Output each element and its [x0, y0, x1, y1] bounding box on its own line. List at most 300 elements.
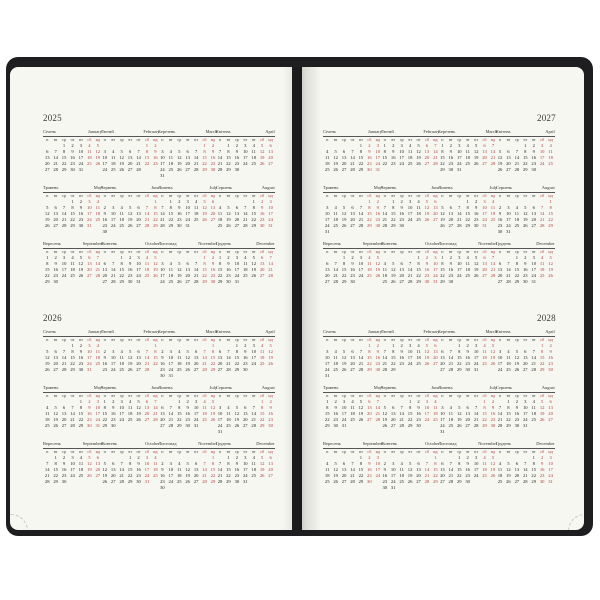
day-cell: 14: [61, 211, 67, 216]
day-cell: 28: [119, 479, 124, 484]
day-cell: 9: [211, 261, 215, 266]
day-cell: 22: [440, 161, 445, 166]
day-cell: 10: [70, 461, 75, 466]
day-cell: 28: [70, 423, 75, 428]
day-cell: 9: [400, 205, 403, 210]
weekday-label: вт: [53, 137, 58, 142]
day-cell: 14: [350, 467, 355, 472]
day-cell: 3: [62, 255, 66, 260]
day-cell: 4: [326, 149, 329, 154]
day-cell: 14: [136, 155, 141, 160]
day-cell: 13: [424, 149, 430, 154]
weekday-label: п: [326, 393, 329, 398]
day-cell: 15: [226, 467, 231, 472]
day-cell: 14: [153, 405, 158, 410]
day-cell: 12: [127, 211, 133, 216]
day-cell: 17: [136, 267, 141, 272]
weekday-label: ср: [342, 193, 347, 198]
day-cell: 24: [87, 361, 92, 366]
day-cell: 3: [541, 143, 544, 148]
day-cell: 21: [490, 267, 496, 272]
day-cell: 17: [456, 155, 462, 160]
day-cell: 10: [251, 349, 257, 354]
weekday-label: п: [441, 137, 444, 142]
day-cell: 23: [61, 473, 67, 478]
day-cell: 1: [79, 399, 83, 404]
weekday-label: нд: [490, 137, 496, 142]
day-cell: 21: [202, 361, 207, 366]
day-cell: 26: [87, 473, 92, 478]
day-cell: 7: [498, 405, 502, 410]
weekday-label: вт: [168, 249, 173, 254]
weekday-label: пт: [251, 337, 256, 342]
day-cell: 9: [376, 349, 379, 354]
day-cell: 14: [473, 411, 479, 416]
day-cell: 23: [531, 161, 537, 166]
day-cell: 7: [112, 261, 115, 266]
day-cell: 16: [548, 355, 553, 360]
day-cell: 2: [368, 455, 371, 460]
day-cell: 15: [382, 155, 388, 160]
day-cell: 6: [483, 143, 486, 148]
day-cell: 30: [497, 229, 503, 234]
day-cell: 4: [368, 255, 371, 260]
day-cell: 30: [382, 485, 388, 490]
month-block: [216, 329, 275, 377]
weekday-label: сб: [87, 193, 92, 198]
weekday-label: сб: [87, 249, 92, 254]
weekday-label: нд: [375, 393, 380, 398]
day-cell: 22: [53, 473, 58, 478]
day-cell: 4: [515, 205, 519, 210]
day-cell: 6: [434, 343, 437, 348]
day-cell: 18: [367, 267, 372, 272]
day-cell: 23: [102, 223, 108, 228]
weekday-label: ср: [399, 337, 404, 342]
weekday-label: нд: [153, 449, 158, 454]
day-cell: 7: [194, 261, 198, 266]
day-cell: 6: [532, 205, 535, 210]
weekday-label: п: [218, 137, 222, 142]
day-cell: 20: [102, 273, 108, 278]
weekday-label: ср: [399, 449, 404, 454]
day-cell: 2: [71, 143, 74, 148]
month-name-local: Лютий: [380, 329, 394, 334]
weekday-label: сб: [540, 137, 545, 142]
day-cell: 11: [433, 405, 438, 410]
weekday-label: п: [383, 249, 386, 254]
weekday-label: сб: [540, 193, 545, 198]
day-cell: 27: [144, 417, 150, 422]
day-cell: 8: [483, 405, 486, 410]
weekday-label: ср: [342, 249, 347, 254]
day-cell: 27: [53, 223, 58, 228]
weekday-label: п: [498, 449, 502, 454]
day-cell: 20: [234, 217, 240, 222]
day-cell: 26: [539, 417, 545, 422]
weekday-label: чт: [185, 249, 190, 254]
day-cell: 29: [78, 423, 84, 428]
day-cell: 17: [234, 267, 240, 272]
day-cell: 28: [506, 279, 511, 284]
weekday-label: п: [218, 393, 222, 398]
day-cell: 8: [359, 461, 363, 466]
day-cell: 14: [382, 211, 388, 216]
day-cell: 5: [458, 405, 461, 410]
day-cell: 12: [44, 355, 50, 360]
day-cell: 11: [324, 155, 330, 160]
day-cell: 27: [390, 423, 396, 428]
day-cell: 30: [333, 423, 338, 428]
day-cell: 30: [473, 223, 479, 228]
month-block: [438, 441, 497, 489]
day-cell: 13: [522, 355, 528, 360]
day-cell: 23: [333, 417, 338, 422]
day-cell: 27: [102, 279, 108, 284]
day-cell: 25: [95, 217, 101, 222]
day-cell: 11: [177, 467, 182, 472]
month-header: [216, 241, 275, 248]
weekday-label: п: [441, 193, 444, 198]
day-cell: 18: [497, 473, 503, 478]
day-cell: 6: [515, 461, 519, 466]
day-cell: 11: [111, 155, 116, 160]
day-cell: 7: [449, 461, 452, 466]
day-cell: 31: [144, 479, 150, 484]
month-header: [496, 329, 555, 336]
month-block: [101, 329, 160, 377]
day-cell: 21: [95, 267, 101, 272]
weekday-label: п: [46, 337, 49, 342]
month-name-local: Травень: [43, 385, 59, 390]
day-cell: 12: [539, 405, 545, 410]
day-cell: 21: [448, 473, 454, 478]
month-header: [381, 329, 440, 336]
day-cell: 24: [358, 273, 364, 278]
day-cell: 19: [490, 355, 496, 360]
day-cell: 27: [193, 479, 199, 484]
day-cell: 5: [507, 461, 510, 466]
month-header: [496, 185, 555, 192]
weekday-label: вт: [391, 449, 396, 454]
month-block: [323, 441, 382, 489]
month-block: [323, 385, 382, 433]
weekday-label: пт: [358, 449, 363, 454]
month-block: [43, 129, 102, 177]
day-cell: 23: [497, 223, 503, 228]
day-cell: 23: [399, 361, 404, 366]
weekday-label: чт: [408, 249, 413, 254]
day-cell: 3: [458, 255, 461, 260]
day-cell: 23: [490, 417, 496, 422]
day-cell: 14: [110, 267, 116, 272]
day-cell: 2: [351, 255, 354, 260]
day-cell: 21: [506, 273, 511, 278]
month-name: September: [82, 441, 102, 446]
day-cell: 28: [539, 223, 545, 228]
day-cell: 2: [235, 455, 239, 460]
weekday-label: нд: [490, 393, 496, 398]
weekday-label: ср: [234, 193, 239, 198]
day-cell: 22: [102, 417, 108, 422]
day-cell: 26: [341, 223, 347, 228]
day-cell: 25: [350, 417, 355, 422]
day-cell: 10: [358, 261, 364, 266]
day-cell: 1: [169, 199, 172, 204]
weekday-label: п: [218, 193, 222, 198]
day-cell: 21: [193, 161, 199, 166]
weekday-label: вт: [506, 449, 511, 454]
day-cell: 21: [424, 473, 430, 478]
weekday-label: сб: [367, 337, 372, 342]
day-cell: 13: [531, 211, 537, 216]
day-cell: 14: [119, 467, 124, 472]
weekday-label: пт: [531, 249, 536, 254]
day-cell: 6: [269, 455, 272, 460]
day-cell: 17: [87, 355, 92, 360]
weekday-label: ср: [177, 449, 182, 454]
weekday-label: сб: [87, 449, 92, 454]
day-cell: 28: [160, 223, 165, 228]
day-cell: 15: [341, 267, 347, 272]
month-block: [496, 329, 555, 377]
day-cell: 9: [474, 205, 478, 210]
day-cell: 19: [522, 217, 528, 222]
day-cell: 17: [324, 361, 330, 366]
weekday-label: вт: [391, 249, 396, 254]
day-cell: 3: [326, 349, 329, 354]
day-cell: 25: [433, 417, 438, 422]
day-cell: 15: [433, 467, 438, 472]
day-cell: 20: [193, 473, 199, 478]
day-cell: 6: [194, 461, 198, 466]
day-cell: 21: [350, 161, 355, 166]
month-header: [101, 385, 160, 392]
day-cell: 31: [341, 423, 347, 428]
weekday-label: нд: [490, 193, 496, 198]
day-cell: 15: [53, 467, 58, 472]
day-cell: 14: [70, 411, 75, 416]
day-cell: 18: [350, 411, 355, 416]
day-cell: 31: [433, 279, 438, 284]
weekday-label: чт: [350, 193, 355, 198]
month-name: August: [261, 385, 275, 390]
month-header: [496, 129, 555, 136]
day-cell: 15: [482, 411, 487, 416]
month-name-local: Квітень: [495, 329, 511, 334]
month-name: August: [541, 385, 555, 390]
day-cell: 14: [539, 211, 545, 216]
day-cell: 18: [333, 361, 338, 366]
day-cell: 11: [177, 355, 182, 360]
weekday-label: ср: [177, 193, 182, 198]
day-cell: 7: [359, 205, 363, 210]
weekday-label: чт: [243, 449, 248, 454]
day-cell: 26: [490, 473, 496, 478]
weekday-label: нд: [95, 337, 100, 342]
day-cell: 28: [61, 223, 67, 228]
day-cell: 11: [119, 355, 124, 360]
day-cell: 19: [382, 417, 388, 422]
day-cell: 25: [110, 167, 116, 172]
day-cell: 21: [399, 417, 404, 422]
day-cell: 18: [259, 355, 265, 360]
weekday-label: ср: [62, 393, 67, 398]
day-cell: 2: [449, 255, 452, 260]
month-name-local: Грудень: [215, 241, 232, 246]
day-cell: 20: [416, 473, 421, 478]
day-cell: 4: [154, 455, 157, 460]
weekday-label: сб: [540, 449, 545, 454]
day-cell: 30: [424, 279, 430, 284]
day-cell: 19: [44, 361, 50, 366]
weekday-label: п: [103, 393, 106, 398]
day-cell: 30: [465, 479, 470, 484]
day-cell: 22: [482, 417, 487, 422]
day-cell: 7: [96, 255, 99, 260]
day-cell: 6: [441, 349, 444, 354]
weekday-label: ср: [399, 137, 404, 142]
month-block: [323, 241, 382, 289]
day-cell: 23: [102, 367, 108, 372]
day-cell: 14: [448, 355, 454, 360]
day-cell: 9: [466, 349, 469, 354]
month-block: [381, 385, 440, 433]
day-cell: 5: [154, 255, 157, 260]
day-cell: 16: [367, 155, 372, 160]
day-cell: 3: [71, 455, 74, 460]
weekday-label: вт: [111, 137, 116, 142]
month-name-local: Червень: [380, 185, 397, 190]
weekday-label: ср: [62, 337, 67, 342]
weekday-label: пт: [531, 393, 536, 398]
day-cell: 8: [383, 149, 386, 154]
day-cell: 28: [242, 223, 248, 228]
day-cell: 2: [376, 343, 379, 348]
day-cell: 3: [483, 199, 486, 204]
day-cell: 2: [368, 143, 371, 148]
day-cell: 8: [359, 149, 363, 154]
day-cell: 16: [375, 211, 381, 216]
day-cell: 14: [358, 211, 364, 216]
weekday-label: сб: [260, 193, 265, 198]
weekday-label: сб: [202, 249, 207, 254]
day-cell: 22: [548, 217, 553, 222]
day-cell: 4: [434, 399, 437, 404]
month-name: May: [93, 185, 102, 190]
day-cell: 3: [425, 399, 429, 404]
day-cell: 15: [531, 467, 537, 472]
day-cell: 24: [110, 367, 116, 372]
day-cell: 26: [234, 423, 240, 428]
weekday-label: п: [103, 137, 106, 142]
day-cell: 17: [497, 361, 503, 366]
day-cell: 2: [227, 255, 230, 260]
day-cell: 15: [390, 355, 396, 360]
day-cell: 5: [178, 149, 181, 154]
month-name: November: [478, 241, 498, 246]
day-cell: 7: [524, 461, 527, 466]
day-cell: 28: [53, 167, 58, 172]
month-block: [438, 129, 497, 177]
day-cell: 18: [95, 355, 101, 360]
day-cell: 25: [176, 367, 182, 372]
day-cell: 30: [539, 479, 545, 484]
day-cell: 20: [448, 217, 454, 222]
day-cell: 24: [456, 273, 462, 278]
day-cell: 21: [226, 361, 231, 366]
day-cell: 18: [448, 417, 454, 422]
day-cell: 1: [227, 455, 230, 460]
day-cell: 8: [507, 405, 510, 410]
day-cell: 29: [433, 479, 438, 484]
day-cell: 23: [234, 161, 240, 166]
day-cell: 15: [440, 267, 445, 272]
day-cell: 7: [137, 149, 140, 154]
weekday-label: нд: [433, 449, 438, 454]
weekday-label: ср: [457, 449, 462, 454]
weekday-label: ср: [457, 393, 462, 398]
day-cell: 25: [153, 473, 158, 478]
day-cell: 8: [441, 149, 444, 154]
day-cell: 26: [136, 417, 141, 422]
day-cell: 1: [154, 343, 157, 348]
month-header: [381, 441, 440, 448]
day-cell: 23: [210, 273, 216, 278]
day-cell: 31: [268, 223, 273, 228]
day-cell: 28: [61, 367, 67, 372]
day-cell: 25: [168, 279, 174, 284]
day-cell: 13: [193, 467, 199, 472]
day-cell: 19: [78, 267, 84, 272]
weekday-label: вт: [448, 393, 453, 398]
weekday-label: чт: [70, 249, 75, 254]
day-cell: 18: [482, 467, 487, 472]
day-cell: 12: [440, 211, 445, 216]
day-cell: 26: [202, 217, 207, 222]
weekday-label: сб: [260, 337, 265, 342]
day-cell: 27: [193, 367, 199, 372]
day-cell: 16: [465, 355, 470, 360]
day-cell: 12: [424, 205, 430, 210]
day-cell: 23: [382, 479, 388, 484]
weekday-label: ср: [457, 193, 462, 198]
day-cell: 31: [78, 167, 84, 172]
day-cell: 10: [78, 149, 84, 154]
day-cell: 12: [176, 267, 182, 272]
day-cell: 2: [112, 399, 115, 404]
weekday-label: чт: [243, 249, 248, 254]
day-cell: 21: [382, 361, 388, 366]
day-cell: 24: [87, 217, 92, 222]
day-cell: 6: [235, 205, 239, 210]
day-cell: 5: [515, 349, 519, 354]
day-cell: 30: [268, 423, 273, 428]
day-cell: 26: [416, 161, 421, 166]
day-cell: 17: [433, 267, 438, 272]
day-cell: 29: [522, 167, 528, 172]
day-cell: 14: [95, 261, 101, 266]
weekday-label: п: [383, 137, 386, 142]
day-cell: 1: [392, 343, 395, 348]
day-cell: 4: [96, 343, 99, 348]
month-header: [158, 185, 217, 192]
weekday-label: пт: [136, 337, 141, 342]
day-cell: 31: [522, 423, 528, 428]
day-cell: 8: [203, 149, 206, 154]
day-cell: 20: [136, 361, 141, 366]
day-cell: 8: [458, 461, 461, 466]
